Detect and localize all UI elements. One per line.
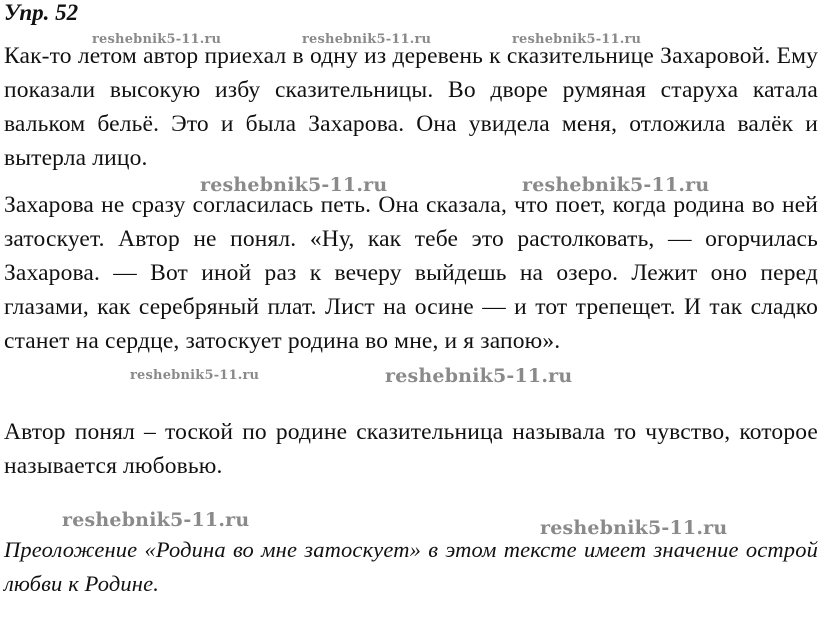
watermark: reshebnik5-11.ru xyxy=(302,32,432,47)
paragraph-answer: Преоложение «Родина во мне затоскует» в этом тексте имеет значение острой любви к Родине. xyxy=(4,537,818,596)
watermark: reshebnik5-11.ru xyxy=(200,174,388,196)
watermark: reshebnik5-11.ru xyxy=(540,517,728,539)
watermark: reshebnik5-11.ru xyxy=(385,365,573,387)
watermark: reshebnik5-11.ru xyxy=(62,509,250,531)
watermark: reshebnik5-11.ru xyxy=(92,32,222,47)
watermark: reshebnik5-11.ru xyxy=(522,174,710,196)
watermark: reshebnik5-11.ru xyxy=(512,32,642,47)
exercise-title: Упр. 52 xyxy=(4,0,79,25)
paragraph-dialogue: Захарова не сразу согласилась петь. Она сказала, что поет, когда родина во ней затоскует. Автор не понял. «Ну, как тебе это растолковать, — огорчилась Захарова. — Вот иной раз к вечеру выйдешь на озеро. Лежит оно перед глазами, как серебряный плат. Лист на осине — и тот трепещет. И так сладко станет на сердце, затоскует родина во мне, и я запою». xyxy=(4,192,818,354)
paragraph-conclusion: Автор понял – тоской по родине сказительница называла то чувство, которое называется любовью. xyxy=(4,419,818,479)
paragraph-story-intro: Как-то летом автор приехал в одну из деревень к сказительнице Захаровой. Ему показали высокую избу сказительницы. Во дворе румяная старуха катала вальком бельё. Это и была Захарова. Она увидела меня, отложила валёк и вытерла лицо. xyxy=(4,43,818,171)
watermark: reshebnik5-11.ru xyxy=(130,368,260,383)
